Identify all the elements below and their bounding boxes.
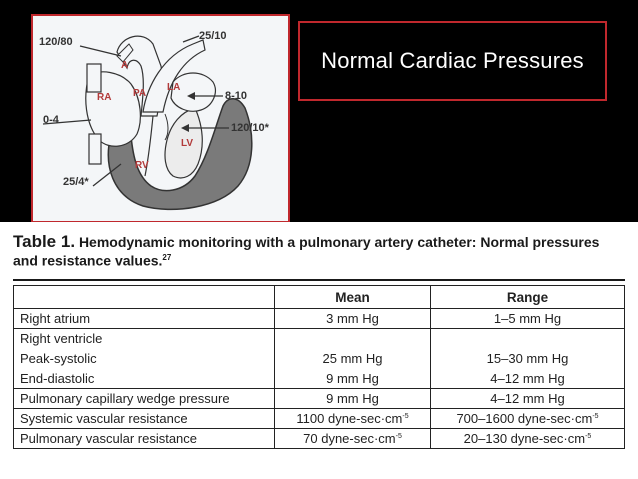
heart-diagram — [31, 14, 290, 223]
row-range: 15–30 mm Hg — [431, 349, 625, 369]
row-mean-exponent: -5 — [402, 413, 409, 420]
table-row — [14, 409, 625, 429]
row-range: 1–5 mm Hg — [431, 309, 625, 329]
header-range: Range — [431, 286, 625, 309]
row-name: Right atrium — [14, 309, 275, 329]
row-name: Peak-systolic — [14, 349, 275, 369]
table-caption-text: Hemodynamic monitoring with a pulmonary artery catheter: Normal pressures and resistance values. — [13, 234, 600, 269]
row-range-value: 20–130 dyne-sec·cm — [463, 431, 586, 446]
right-atrium-pressure-label: 0-4 — [43, 114, 59, 126]
row-mean — [275, 409, 431, 429]
right-ventricle-pressure-label: 25/4* — [63, 176, 89, 188]
table-row — [14, 349, 625, 369]
table-number: Table 1. — [13, 232, 76, 251]
table-header-row — [14, 286, 625, 309]
row-mean-value: 70 dyne-sec·cm — [303, 431, 396, 446]
slide-title-box — [298, 21, 607, 101]
aorta-chamber-label: A — [121, 60, 129, 71]
right-atrium-chamber-label: RA — [97, 92, 112, 103]
caption-divider — [13, 279, 625, 281]
row-range-value: 700–1600 dyne-sec·cm — [456, 411, 593, 426]
hemodynamic-table — [13, 285, 625, 449]
table-row — [14, 389, 625, 409]
row-mean-exponent: -5 — [395, 433, 402, 440]
left-ventricle-chamber-label: LV — [181, 138, 194, 149]
row-range: 4–12 mm Hg — [431, 369, 625, 389]
left-atrium-chamber-label: LA — [167, 82, 181, 93]
row-mean-value: 1100 dyne-sec·cm — [296, 411, 403, 426]
table-panel — [0, 222, 638, 479]
row-mean: 3 mm Hg — [275, 309, 431, 329]
left-ventricle-pressure-label: 120/10* — [231, 122, 269, 134]
row-mean — [275, 429, 431, 449]
row-range-exponent: -5 — [585, 433, 592, 440]
table-caption-ref: 27 — [162, 253, 172, 262]
row-range — [431, 409, 625, 429]
right-ventricle-chamber-label: RV — [135, 160, 149, 171]
aorta-pressure-label: 120/80 — [39, 36, 73, 48]
row-mean — [275, 329, 431, 349]
header-mean: Mean — [275, 286, 431, 309]
row-name: Systemic vascular resistance — [14, 409, 275, 429]
row-name: End-diastolic — [14, 369, 275, 389]
row-name: Pulmonary capillary wedge pressure — [14, 389, 275, 409]
row-name: Pulmonary vascular resistance — [14, 429, 275, 449]
left-atrium-pressure-label: 8-10 — [225, 90, 248, 102]
table-caption — [13, 234, 625, 269]
slide-title: Normal Cardiac Pressures — [321, 48, 584, 73]
row-range — [431, 429, 625, 449]
row-name: Right ventricle — [14, 329, 275, 349]
row-range — [431, 329, 625, 349]
row-mean: 9 mm Hg — [275, 389, 431, 409]
header-blank — [14, 286, 275, 309]
row-range-exponent: -5 — [592, 413, 599, 420]
row-mean: 25 mm Hg — [275, 349, 431, 369]
row-mean: 9 mm Hg — [275, 369, 431, 389]
table-row — [14, 309, 625, 329]
pulmonary-artery-pressure-label: 25/10 — [199, 30, 227, 42]
row-range: 4–12 mm Hg — [431, 389, 625, 409]
table-row — [14, 369, 625, 389]
table-row — [14, 329, 625, 349]
table-row — [14, 429, 625, 449]
pulmonary-artery-chamber-label: PA — [133, 88, 147, 99]
